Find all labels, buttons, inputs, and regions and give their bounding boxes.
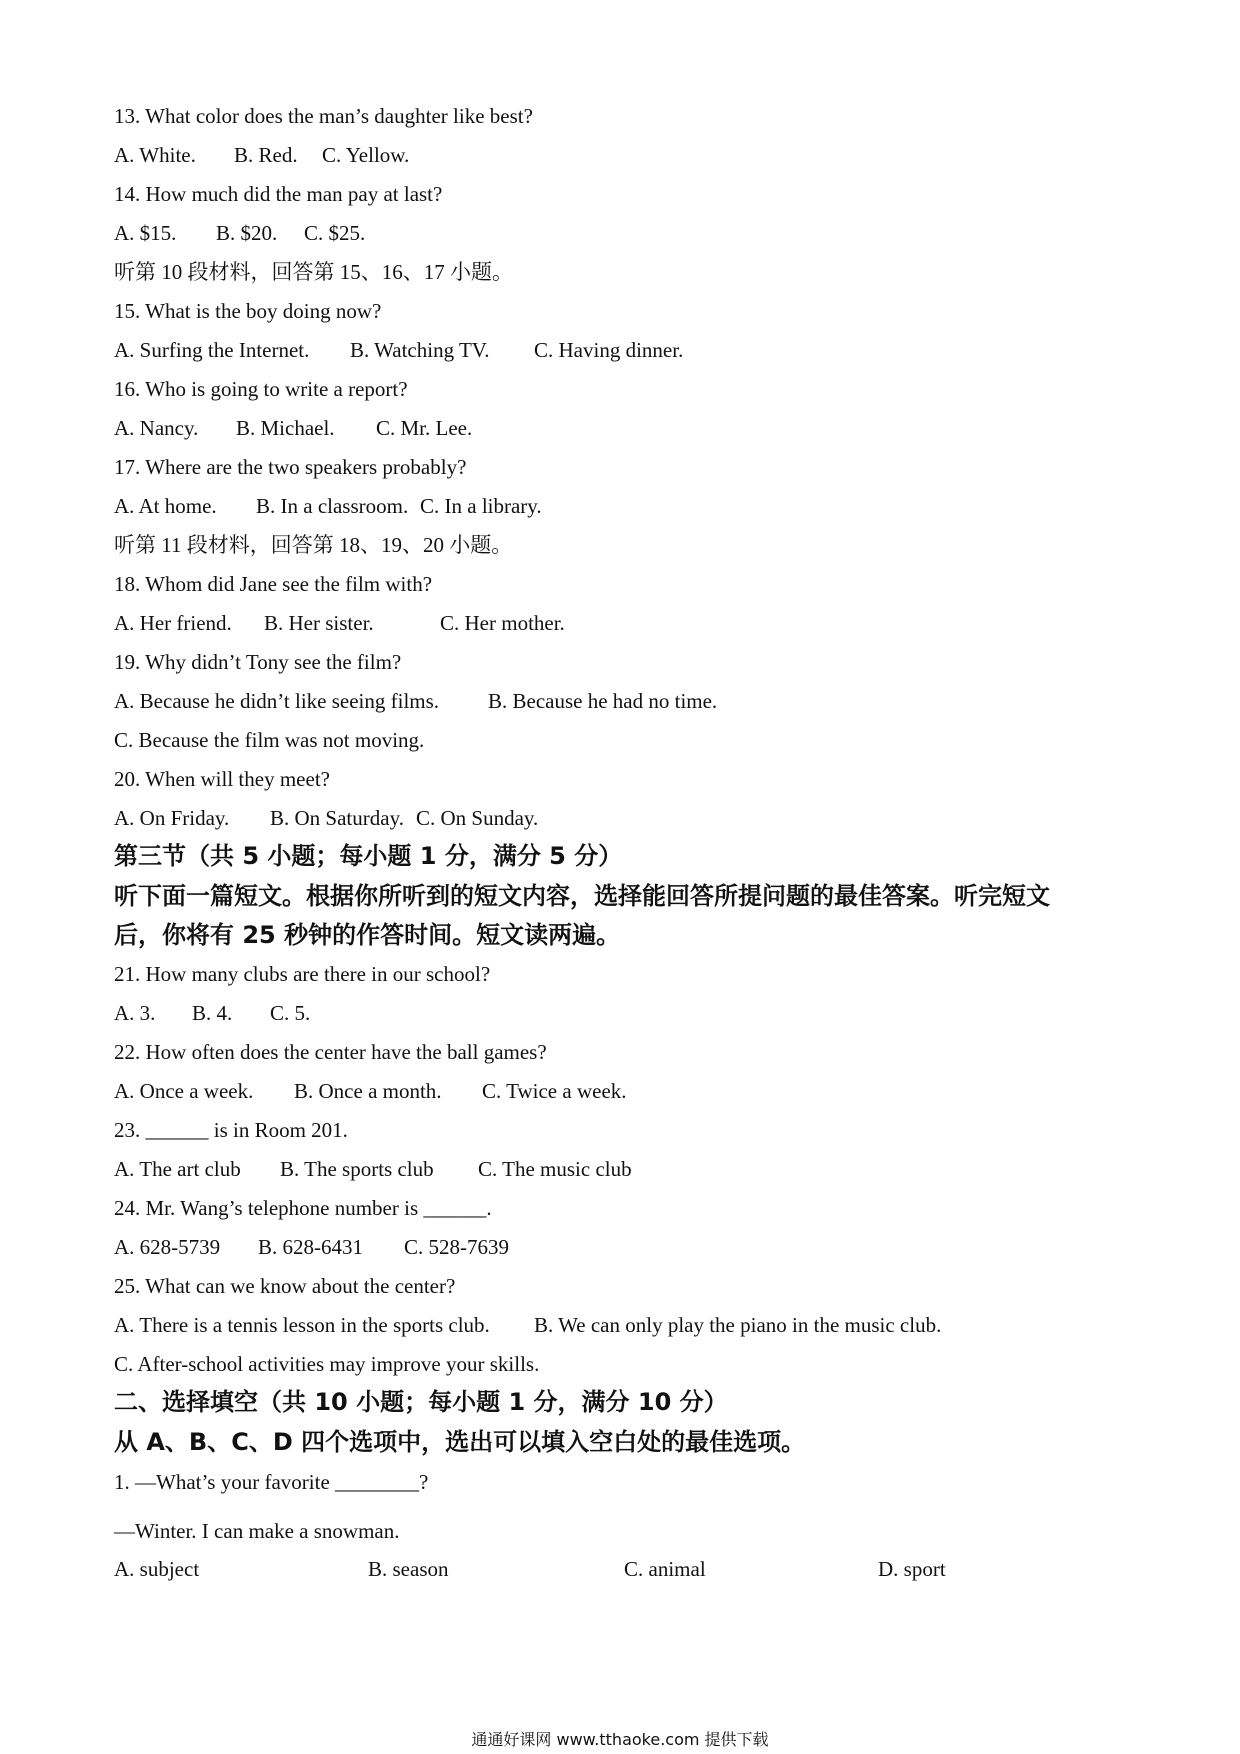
section-heading: 二、选择填空（共 10 小题；每小题 1 分，满分 10 分） [114, 1388, 728, 1416]
answer-option: B. In a classroom. [256, 494, 409, 518]
answer-option: A. $15. [114, 221, 177, 245]
question-text: 23. ______ is in Room 201. [114, 1118, 348, 1142]
question-text: 22. How often does the center have the ball games? [114, 1040, 547, 1064]
answer-option: B. Watching TV. [350, 338, 490, 362]
answer-option: B. We can only play the piano in the music club. [534, 1313, 942, 1337]
instruction-text: —Winter. I can make a snowman. [114, 1519, 400, 1543]
answer-option: A. There is a tennis lesson in the sports club. [114, 1313, 490, 1337]
answer-option: B. 628-6431 [258, 1235, 363, 1259]
answer-option: B. On Saturday. [270, 806, 404, 830]
answer-option: C. Yellow. [322, 143, 410, 167]
question-text: 14. How much did the man pay at last? [114, 182, 443, 206]
answer-option: A. On Friday. [114, 806, 230, 830]
answer-option: A. Because he didn’t like seeing films. [114, 689, 440, 713]
answer-option: C. Having dinner. [534, 338, 684, 362]
instruction-text: 听第 11 段材料，回答第 18、19、20 小题。 [114, 533, 513, 557]
question-text: 18. Whom did Jane see the film with? [114, 572, 433, 596]
answer-option: B. 4. [192, 1001, 233, 1025]
answer-option: A. At home. [114, 494, 217, 518]
answer-option: C. 5. [270, 1001, 311, 1025]
question-text: 25. What can we know about the center? [114, 1274, 456, 1298]
instruction-text: C. Because the film was not moving. [114, 728, 425, 752]
answer-option: B. The sports club [280, 1157, 434, 1181]
q1-option-b: B. season [368, 1557, 449, 1581]
instruction-text: C. After-school activities may improve your skills. [114, 1352, 540, 1376]
answer-option: C. 528-7639 [404, 1235, 509, 1259]
q1-option-c: C. animal [624, 1557, 706, 1581]
answer-option: C. The music club [478, 1157, 632, 1181]
section-heading: 后，你将有 25 秒钟的作答时间。短文读两遍。 [114, 921, 621, 949]
question-text: 1. —What’s your favorite ________? [114, 1470, 429, 1494]
answer-option: A. Nancy. [114, 416, 199, 440]
question-text: 13. What color does the man’s daughter like best? [114, 104, 533, 128]
question-text: 17. Where are the two speakers probably? [114, 455, 467, 479]
answer-option: C. $25. [304, 221, 366, 245]
q1-option-d: D. sport [878, 1557, 946, 1581]
answer-option: B. Because he had no time. [488, 689, 718, 713]
answer-option: C. In a library. [420, 494, 542, 518]
answer-option: C. Mr. Lee. [376, 416, 473, 440]
answer-option: C. Her mother. [440, 611, 565, 635]
answer-option: B. Her sister. [264, 611, 374, 635]
answer-option: B. $20. [216, 221, 278, 245]
question-text: 24. Mr. Wang’s telephone number is ______. [114, 1196, 492, 1220]
question-text: 21. How many clubs are there in our school? [114, 962, 491, 986]
q1-option-a: A. subject [114, 1557, 200, 1581]
section-heading: 第三节（共 5 小题；每小题 1 分，满分 5 分） [114, 842, 623, 870]
section-heading: 听下面一篇短文。根据你所听到的短文内容，选择能回答所提问题的最佳答案。听完短文 [114, 882, 1050, 910]
answer-option: A. Her friend. [114, 611, 232, 635]
answer-option: C. On Sunday. [416, 806, 539, 830]
question-text: 20. When will they meet? [114, 767, 330, 791]
answer-option: A. White. [114, 143, 196, 167]
answer-option: A. The art club [114, 1157, 241, 1181]
question-text: 16. Who is going to write a report? [114, 377, 408, 401]
answer-option: A. Once a week. [114, 1079, 254, 1103]
answer-option: B. Once a month. [294, 1079, 442, 1103]
answer-option: A. 3. [114, 1001, 156, 1025]
answer-option: A. Surfing the Internet. [114, 338, 310, 362]
answer-option: B. Michael. [236, 416, 335, 440]
answer-option: C. Twice a week. [482, 1079, 627, 1103]
question-text: 15. What is the boy doing now? [114, 299, 382, 323]
instruction-text: 听第 10 段材料，回答第 15、16、17 小题。 [114, 260, 513, 284]
answer-option: B. Red. [234, 143, 298, 167]
answer-option: A. 628-5739 [114, 1235, 221, 1259]
section-heading: 从 A、B、C、D 四个选项中，选出可以填入空白处的最佳选项。 [114, 1428, 806, 1456]
question-text: 19. Why didn’t Tony see the film? [114, 650, 402, 674]
page-footer: 通通好课网 www.tthaoke.com 提供下载 [471, 1730, 769, 1749]
